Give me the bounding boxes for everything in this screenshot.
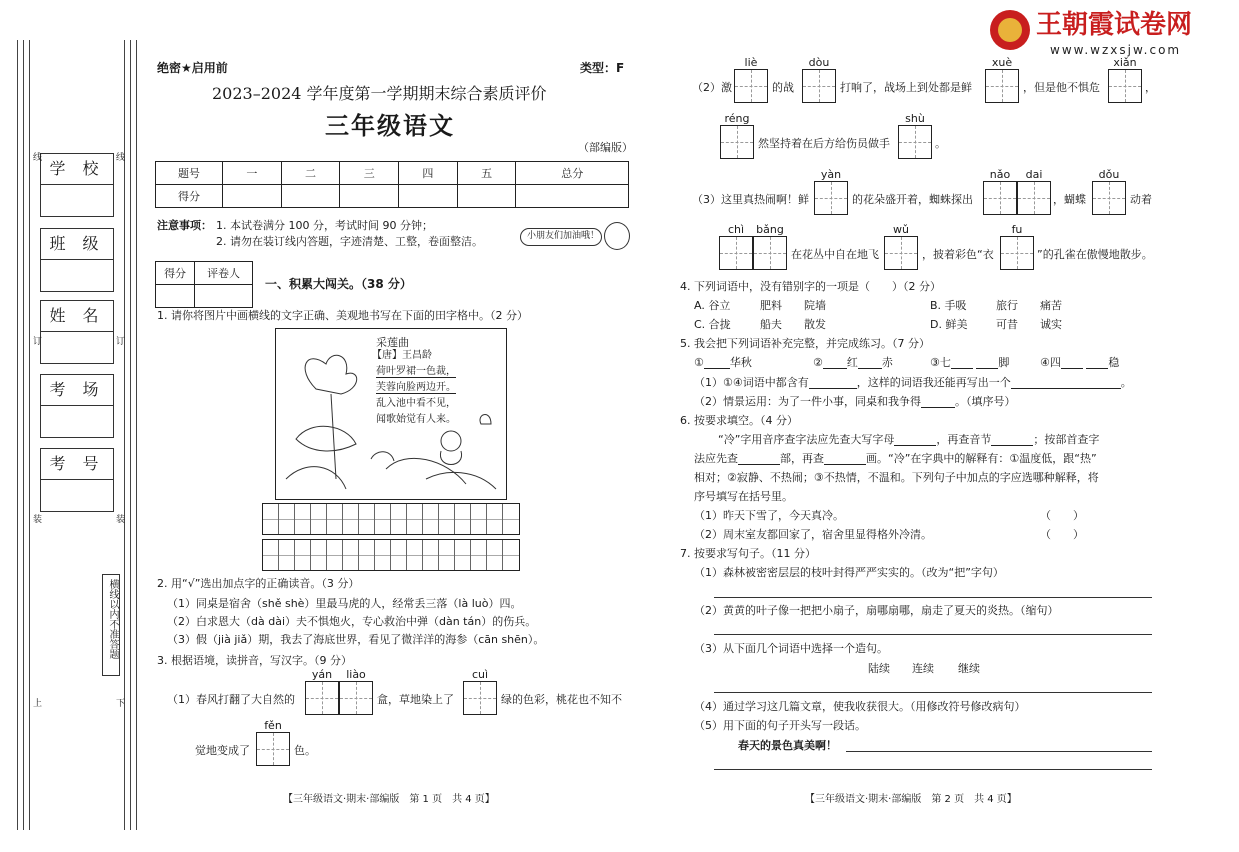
pinyin: nǎo: [989, 168, 1011, 181]
score-cell[interactable]: [223, 185, 282, 208]
poem-line: 荷叶罗裙一色裁，: [376, 366, 456, 377]
question-6-line: “冷”字用音序查字法应先查大写字母 ，再查音节 ；按部首查字: [718, 433, 1100, 446]
word-option: 陆续: [868, 662, 890, 675]
answer-cell[interactable]: [753, 236, 787, 270]
question-3-3-text: 的花朵盛开着，蜘蛛探出: [852, 193, 973, 206]
idiom-3: ③七 脚: [930, 356, 1010, 369]
question-3-3-text: （3）这里真热闹啊！鲜: [692, 193, 809, 206]
question-3-2-text: 。: [935, 137, 946, 150]
pinyin: shù: [905, 112, 925, 125]
answer-cell[interactable]: [463, 681, 497, 715]
question-3-1-text: 觉地变成了: [195, 744, 250, 757]
cartoon-kid-icon: [604, 222, 630, 250]
score-cell[interactable]: [457, 185, 516, 208]
answer-line[interactable]: [846, 751, 1152, 752]
option-word: 痛苦: [1040, 299, 1062, 312]
line-mark: 线: [33, 153, 43, 163]
note-2: 2. 请勿在装订线内答题，字迹清楚、工整，卷面整洁。: [216, 235, 483, 248]
answer-cell[interactable]: [898, 125, 932, 159]
answer-line[interactable]: [714, 769, 1152, 770]
question-2-3: （3）假（jià jiǎ）期，我去了海底世界，看见了微洋洋的海参（cān shēn）。: [167, 633, 545, 646]
pinyin: wǔ: [893, 223, 909, 236]
answer-paren[interactable]: （ ）: [1040, 509, 1084, 522]
writing-grid[interactable]: [262, 539, 520, 571]
page-footer: 【三年级语文·期末·部编版 第 1 页 共 4 页】: [283, 794, 495, 805]
question-7-3: （3）从下面几个词语中选择一个造句。: [694, 642, 888, 655]
blank[interactable]: [1011, 377, 1121, 389]
option-d[interactable]: D. 鲜美: [930, 318, 968, 331]
binding-line: [17, 40, 18, 830]
option-c[interactable]: C. 合拢: [694, 318, 731, 331]
poem-title: 采莲曲: [376, 336, 409, 349]
answer-cell[interactable]: [305, 681, 339, 715]
grader-score-cell[interactable]: [156, 285, 195, 308]
grader-name-cell[interactable]: [195, 285, 253, 308]
question-6-line: 相对；②寂静、不热闹；③不热情，不温和。下列句子中加点的字应选哪种解释，将: [694, 471, 1099, 484]
answer-line[interactable]: [714, 692, 1152, 693]
answer-cell[interactable]: [1108, 69, 1142, 103]
brand-name: 王朝霞试卷网: [1036, 10, 1193, 40]
binding-line: [29, 40, 30, 830]
blank[interactable]: [704, 357, 730, 369]
pinyin: dai: [1025, 168, 1043, 181]
pinyin: dòu: [808, 56, 830, 69]
writing-grid[interactable]: [262, 503, 520, 535]
option-word: 旅行: [996, 299, 1018, 312]
pinyin: chì: [727, 223, 745, 236]
word-option: 继续: [958, 662, 980, 675]
pinyin: bǎng: [756, 223, 784, 236]
poem-line: 芙蓉向脸两边开。: [376, 382, 456, 393]
answer-cell[interactable]: [1000, 236, 1034, 270]
pinyin: fu: [1011, 223, 1023, 236]
line-mark: 线: [116, 153, 126, 163]
score-table: 题号 一 二 三 四 五 总分 得分: [155, 161, 629, 208]
type-label: 类型：F: [580, 61, 625, 75]
question-1: 1. 请你将图片中画横线的文字正确、美观地书写在下面的田字格中。（2 分）: [157, 309, 528, 322]
poem-illustration: [275, 328, 507, 500]
line-mark: 上: [33, 699, 43, 709]
answer-cell[interactable]: [814, 181, 848, 215]
exam-number-box: 考 号: [40, 448, 114, 512]
binding-line: [136, 40, 137, 830]
question-3-2-text: ，: [1145, 81, 1156, 94]
blank[interactable]: [809, 377, 857, 389]
line-mark: 下: [116, 699, 126, 709]
grader-table: 得分 评卷人: [155, 261, 253, 308]
option-word: 可昔: [996, 318, 1018, 331]
writing-prompt: 春天的景色真美啊！: [738, 739, 837, 752]
answer-cell[interactable]: [884, 236, 918, 270]
answer-line[interactable]: [714, 597, 1152, 598]
blank[interactable]: [921, 396, 955, 408]
exam-title: 2023–2024 学年度第一学期期末综合素质评价: [212, 84, 547, 103]
option-b[interactable]: B. 手吸: [930, 299, 967, 312]
question-2: 2. 用“√”选出加点字的正确读音。（3 分）: [157, 577, 360, 590]
option-word: 散发: [804, 318, 826, 331]
question-7-4: （4）通过学习这几篇文章，使我收获很大。（用修改符号修改病句）: [694, 700, 1026, 713]
option-word: 船夫: [760, 318, 782, 331]
pinyin: fěn: [264, 719, 282, 732]
poem-line: 乱入池中看不见，: [376, 398, 456, 409]
school-box: 学 校: [40, 153, 114, 217]
blank[interactable]: [894, 434, 936, 446]
answer-cell[interactable]: [256, 732, 290, 766]
no-answer-notice: 横线以内不准答题: [102, 574, 120, 676]
pinyin: liè: [744, 56, 758, 69]
poem-line: 闻歌始觉有人来。: [376, 414, 456, 425]
blank[interactable]: [1086, 357, 1108, 369]
page-footer: 【三年级语文·期末·部编版 第 2 页 共 4 页】: [805, 794, 1017, 805]
question-3-2-text: 的战: [772, 81, 794, 94]
question-3-1-text: （1）春风打翻了大自然的: [167, 693, 295, 706]
question-3-2-text: 然坚持着在后方给伤员做手: [758, 137, 890, 150]
answer-cell[interactable]: [1017, 181, 1051, 215]
subject-title: 三年级语文: [325, 112, 455, 140]
question-3-3-text: ，蝴蝶: [1053, 193, 1086, 206]
idiom-4: ④四 稳: [1040, 356, 1120, 369]
score-cell[interactable]: [281, 185, 340, 208]
binding-line: [130, 40, 131, 830]
question-3-2-text: 打响了，战场上到处都是鲜: [840, 81, 972, 94]
question-3-3-text: 在花丛中自在地飞: [791, 248, 879, 261]
question-7: 7. 按要求写句子。（11 分）: [680, 547, 816, 560]
score-cell[interactable]: [340, 185, 399, 208]
question-4: 4. 下列词语中，没有错别字的一项是（ ）（2 分）: [680, 280, 941, 293]
exam-room-box: 考 场: [40, 374, 114, 438]
answer-cell[interactable]: [1092, 181, 1126, 215]
question-2-1: （1）同桌是宿舍（shě shè）里最马虎的人，经常丢三落（là luò）四。: [167, 597, 522, 610]
question-3-2-text: ，但是他不惧危: [1023, 81, 1100, 94]
brand-url: www.wzxsjw.com: [1050, 43, 1182, 57]
answer-cell[interactable]: [802, 69, 836, 103]
blank[interactable]: [951, 357, 973, 369]
line-mark: 订: [116, 337, 126, 347]
answer-cell[interactable]: [339, 681, 373, 715]
question-2-2: （2）白求恩大（dà dài）夫不惧炮火，专心救治中弹（dàn tán）的伤兵。: [167, 615, 537, 628]
section-1-title: 一、积累大闯关。（38 分）: [265, 277, 412, 291]
answer-cell[interactable]: [734, 69, 768, 103]
idiom-2: ② 红 赤: [813, 356, 893, 369]
question-5-2: （2）情景运用：为了一件小事，同桌和我争得 。（填序号）: [694, 395, 1016, 408]
question-6-2: （2）周末室友都回家了，宿舍里显得格外冷清。: [694, 528, 932, 541]
option-a[interactable]: A. 谷立: [694, 299, 731, 312]
question-7-1: （1）森林被密密层层的枝叶封得严严实实的。（改为“把”字句）: [694, 566, 1004, 579]
question-7-2: （2）黄黄的叶子像一把把小扇子，扇哪扇哪，扇走了夏天的炎热。（缩句）: [694, 604, 1059, 617]
pinyin: dǒu: [1098, 168, 1120, 181]
line-mark: 装: [33, 515, 43, 525]
note-1: 1. 本试卷满分 100 分，考试时间 90 分钟；: [216, 219, 433, 232]
answer-cell[interactable]: [983, 181, 1017, 215]
question-5-1: （1）①④词语中都含有 ，这样的词语我还能再写出一个 。: [694, 376, 1132, 389]
question-3-1-text: 盒，草地染上了: [377, 693, 454, 706]
question-3-1-text: 色。: [294, 744, 316, 757]
option-word: 院墙: [804, 299, 826, 312]
blank[interactable]: [738, 453, 780, 465]
question-3-3-text: ，披着彩色“衣: [922, 248, 994, 261]
line-mark: 订: [33, 337, 43, 347]
poem-author: 【唐】王昌龄: [372, 350, 432, 361]
edition-label: （部编版）: [578, 141, 633, 154]
question-6-line: 序号填写在括号里。: [694, 490, 793, 503]
option-word: 肥料: [760, 299, 782, 312]
secret-label: 绝密★启用前: [157, 61, 228, 75]
class-box: 班 级: [40, 228, 114, 292]
score-cell[interactable]: [516, 185, 629, 208]
answer-cell[interactable]: [719, 236, 753, 270]
pinyin: xiǎn: [1113, 56, 1137, 69]
blank[interactable]: [991, 434, 1033, 446]
notes-label: 注意事项：: [157, 219, 212, 232]
line-mark: 装: [116, 515, 126, 525]
score-cell[interactable]: [399, 185, 458, 208]
question-6-line: 法应先查 部，再查 画。“冷”在字典中的解释有：①温度低，跟“热”: [694, 452, 1097, 465]
blank[interactable]: [976, 357, 998, 369]
question-5: 5. 我会把下列词语补充完整，并完成练习。（7 分）: [680, 337, 930, 350]
question-7-5: （5）用下面的句子开头写一段话。: [694, 719, 866, 732]
blank[interactable]: [858, 357, 882, 369]
pinyin: réng: [724, 112, 750, 125]
question-6-1: （1）昨天下雪了，今天真冷。: [694, 509, 844, 522]
answer-paren[interactable]: （ ）: [1040, 528, 1084, 541]
cheer-bubble: 小朋友们加油哦！: [520, 228, 602, 246]
pinyin: yán: [311, 668, 333, 681]
binding-line: [23, 40, 24, 830]
blank[interactable]: [1061, 357, 1083, 369]
name-box: 姓 名: [40, 300, 114, 364]
question-3-2-text: （2）激: [692, 81, 732, 94]
lotus-girl-icon: [276, 329, 506, 499]
blank[interactable]: [823, 357, 847, 369]
question-3-1-text: 绿的色彩，桃花也不知不: [501, 693, 622, 706]
question-3-3-text: 动着: [1130, 193, 1152, 206]
pinyin: cuì: [471, 668, 489, 681]
pinyin: yàn: [820, 168, 842, 181]
question-3-3-text: ”的孔雀在傲慢地散步。: [1037, 248, 1153, 261]
idiom-1: ① 华秋: [694, 356, 752, 369]
pinyin: liào: [346, 668, 366, 681]
answer-cell[interactable]: [720, 125, 754, 159]
answer-cell[interactable]: [985, 69, 1019, 103]
pinyin: xuè: [991, 56, 1013, 69]
question-6: 6. 按要求填空。（4 分）: [680, 414, 798, 427]
blank[interactable]: [824, 453, 866, 465]
question-3: 3. 根据语境，读拼音，写汉字。（9 分）: [157, 654, 352, 667]
brand-logo-icon: [990, 10, 1030, 50]
answer-line[interactable]: [714, 634, 1152, 635]
option-word: 诚实: [1040, 318, 1062, 331]
word-option: 连续: [912, 662, 934, 675]
